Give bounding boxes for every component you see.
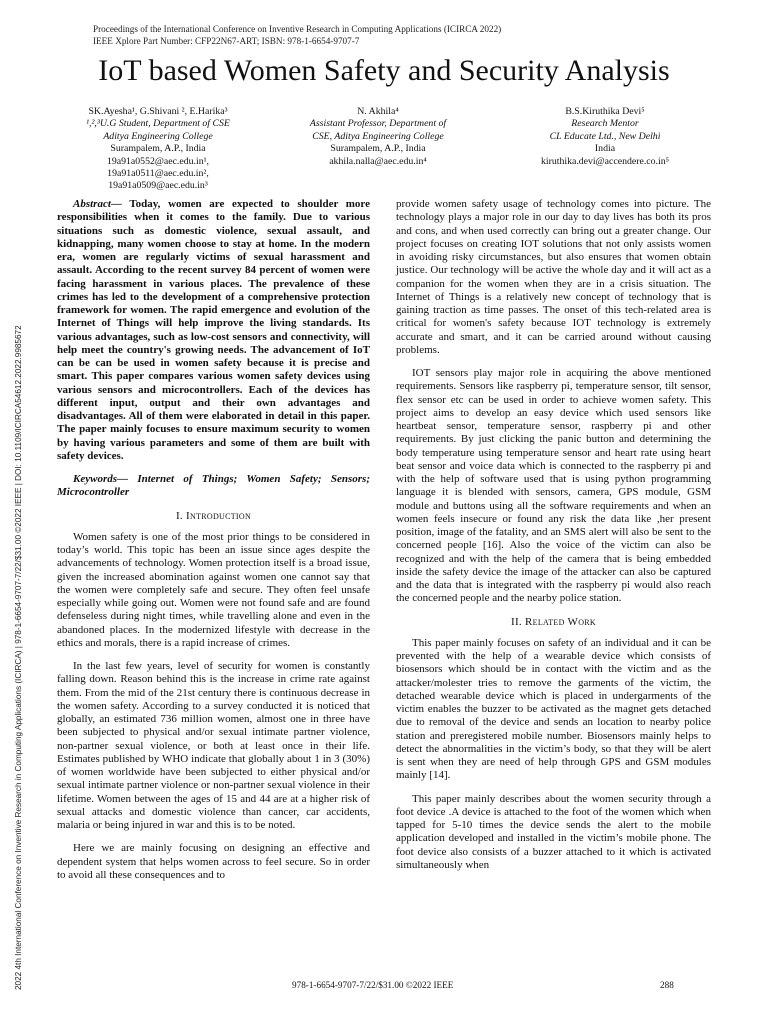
author-email: akhila.nalla@aec.edu.in⁴ (329, 155, 427, 167)
body-paragraph: IOT sensors play major role in acquiring the above mentioned requirements. Sensors like raspberry pi, temperature sensor, tilt sensor, flex sensor etc can be used in order to achieve women safety. This project aims to develop an easy device which used sensors like heartbeat sensor, temperature sensor, raspberry pi and other requirements. By just clicking the panic button and determining the body temperature using temperature sensor and heart rate using heart beat sensor and voice data which is connected to the raspberry pi and with the help of software used that is using python programming language it is blended with sensors, camera, GPS module, GSM module and buttons using all the software requirements and when an women feels insecure or found any risk the data like ,her present position, image of the fatality, and an SMS alert will also be sent to the concerned people [16]. Also the voice of the victim can also be recognized and with the help of the camera that is being embedded inside the safety device the image of the attacker can also be captured and the data that is integrated with the raspberry pi would also reach the concerned people and the nearby police station. (396, 367, 711, 605)
left-column (57, 198, 370, 892)
author-place: Surampalem, A.P., India (110, 143, 206, 155)
body-paragraph: This paper mainly describes about the women security through a foot device .A device is attached to the foot of the women which when tapped for 5-10 times the device sends the alert to the mobile application developed and installed in the victim’s mobile phone. The foot device also consists of a buzzer attached to it which is activated simultaneously when (396, 792, 711, 871)
section-heading-related-work: II. Related Work (510, 615, 596, 628)
keywords: Keywords— Internet of Things; Women Safety; Sensors; Microcontroller (57, 473, 370, 499)
author-block-1 (48, 106, 268, 193)
abstract-label: Abstract— (73, 198, 122, 210)
author-email: 19a91a0552@aec.edu.in¹, (106, 155, 209, 167)
author-email: 19a91a0509@aec.edu.in³ (108, 180, 208, 192)
section-heading-introduction: I. Introduction (175, 509, 252, 522)
author-role: Research Mentor (571, 118, 639, 130)
right-column (396, 198, 711, 882)
doi-side-strip (14, 230, 28, 990)
proceedings-header (93, 23, 501, 47)
author-role: ¹,²,³U.G Student, Department of CSE (86, 118, 230, 130)
author-names: SK.Ayesha¹, G.Shivani ², E.Harika³ (88, 106, 228, 117)
author-org: Aditya Engineering College (103, 130, 213, 142)
body-paragraph: This paper mainly focuses on safety of an individual and it can be prevented with the help of a wearable device which consists of biosensors which should be in contact with the victim and as the attacker/molester tries to remove the garments of the victim, the detached wearable device which is placed in undergarments of the victim enables the buzzer to be activated as the magnet gets detached due to removal of the device and sends an location to nearby police station and preregistered mobile number. Biosensors mainly helps to detect the abnormalities in the victim’s body, so that they will be alert is sent when they are need of help through GPS and GSM modules mainly [14]. (396, 636, 711, 782)
author-email: 19a91a0511@aec.edu.in², (107, 168, 209, 180)
abstract (57, 198, 370, 463)
author-names: N. Akhila⁴ (357, 106, 399, 117)
author-role: Assistant Professor, Department of (309, 118, 447, 130)
doi-text: 2022 4th International Conference on Inventive Research in Computing Applications (ICIRCA) | 978-1-6654-9707-7/22/$31.00 ©2022 IEEE | DOI: 10.1109/ICIRCA54612.2022.9985672 (14, 325, 23, 990)
author-block-2 (288, 106, 468, 168)
author-block-3 (520, 106, 690, 168)
header-line-2: IEEE Xplore Part Number: CFP22N67-ART; ISBN: 978-1-6654-9707-7 (93, 36, 360, 46)
body-paragraph: provide women safety usage of technology comes into picture. The technology plays a major role in our day to day lives has both its pros and cons, and when used correctly can bring out a greater change. Our project focuses on creating IOT solutions that not only assists women in avoiding risky circumstances, but also ensures that women obtain justice. Our technology will be active the whole day and it will act as a companion for the women when they are in a crisis situation. The Internet of Things is a relatively new concept of technology that is gaining traction as time passes. The onset of this tech-related area is critical for women's safety because IOT technology is extremely accurate and smart, and it can be carried around without causing problems. (396, 198, 711, 356)
author-org: CSE, Aditya Engineering College (312, 130, 444, 142)
page-number: 288 (660, 980, 674, 990)
author-names: B.S.Kiruthika Devi⁵ (565, 106, 645, 117)
author-org: CL Educate Ltd., New Delhi (549, 130, 661, 142)
author-place: India (594, 143, 616, 155)
header-line-1: Proceedings of the International Conference on Inventive Research in Computing Applications (ICIRCA 2022) (93, 24, 502, 34)
footer-copyright: 978-1-6654-9707-7/22/$31.00 ©2022 IEEE (292, 980, 454, 990)
author-email: kiruthika.devi@accendere.co.in⁵ (540, 155, 670, 167)
author-place: Surampalem, A.P., India (330, 143, 426, 155)
body-paragraph: In the last few years, level of security for women is constantly falling down. Reason behind this is the increase in crime rate against them. From the mid of the 21st century there is continuous decrease in the women safety. According to a survey conducted it is noticed that globally, an estimated 736 million women, almost one in three have been subjected to physical and/or sexual intimate partner violence, non-partner sexual violence, or both at least once in their life. Estimates published by WHO indicate that globally about 1 in 3 (30%) of women worldwide have been subjected to either physical and/or sexual intimate partner violence or non-partner sexual violence in their lifetime. Women between the ages of 15 and 44 are at a higher risk of sexual attacks and domestic violence than cancer, car accidents, malaria or being injured in war and this is to be noted. (57, 660, 370, 831)
body-paragraph: Women safety is one of the most prior things to be considered in today’s world. This topic has been an issue since ages despite the advancements of technology. Women protection itself is a broad issue, given the increased abomination against women one cannot say that the women were completely safe and secure. They often feel unsafe especially while going out. Women were not found safe and are found defenseless during night times, while travelling alone and even in the abandoned places. In the modernized lifestyle with decrease in the ethics and morals, there is a rapid increase of crimes. (57, 530, 370, 649)
abstract-text: Today, women are expected to shoulder more responsibilities when it comes to the family. Due to various situations such as domestic violence, sexual assault, and kidnapping, many women choose to stay at home. In the modern era, women are regularly victims of sexual harassment and assault. According to the recent survey 84 percent of women were facing harassment in various places. The prevalence of these crimes has led to the development of a comprehensive protection framework for women. The rapid emergence and evolution of the Internet of Things will help improve the living standards. Its various advantages, such as low-cost sensors and connectivity, will help meet the country's growing needs. The advancement of IoT can be can be used in women safety because it is precise and smart. This paper compares various women safety devices using various sensors and microcontrollers. Each of the devices has different input, output and their own advantages and disadvantages. All of them were elaborated in detail in this paper. The paper mainly focuses to ensure maximum security to women by having various parameters and some of them are built with safety devices. (57, 198, 370, 462)
body-paragraph: Here we are mainly focusing on designing an effective and dependent system that helps women across to feel secure. So in order to avoid all these consequences and to (57, 842, 370, 881)
paper-title: IoT based Women Safety and Security Analysis (98, 54, 670, 87)
